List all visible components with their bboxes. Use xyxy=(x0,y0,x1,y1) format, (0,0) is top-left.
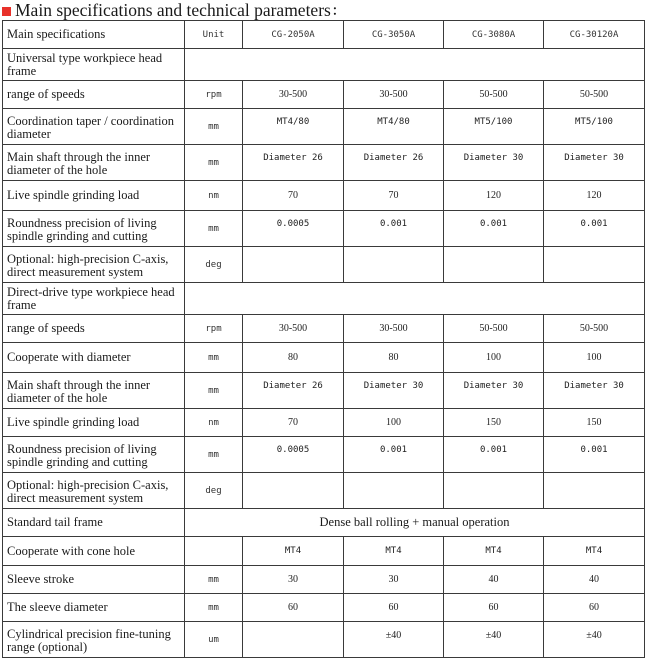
header-model: CG-3050A xyxy=(344,21,444,49)
table-row xyxy=(3,566,645,594)
table-row xyxy=(3,537,645,566)
row-label: Live spindle grinding load xyxy=(3,409,185,437)
row-label: Main shaft through the inner diameter of the hole xyxy=(3,373,185,409)
section-label: Direct-drive type workpiece head frame xyxy=(3,283,185,315)
table-row xyxy=(3,211,645,247)
row-unit: mm xyxy=(185,594,243,622)
row-unit: deg xyxy=(185,247,243,283)
page-title xyxy=(2,0,345,20)
row-value: ±40 xyxy=(444,622,544,658)
row-value: 0.001 xyxy=(544,211,645,247)
row-value: 30 xyxy=(344,566,444,594)
row-value: 150 xyxy=(444,409,544,437)
row-value: Diameter 30 xyxy=(444,373,544,409)
row-label: The sleeve diameter xyxy=(3,594,185,622)
row-label: range of speeds xyxy=(3,315,185,343)
row-value: 60 xyxy=(344,594,444,622)
row-value: 0.001 xyxy=(444,211,544,247)
row-unit: deg xyxy=(185,473,243,509)
table-row xyxy=(3,315,645,343)
row-value: 50-500 xyxy=(544,81,645,109)
table-row xyxy=(3,437,645,473)
table-row xyxy=(3,81,645,109)
row-value: MT5/100 xyxy=(544,109,645,145)
header-row xyxy=(3,21,645,49)
table-row xyxy=(3,181,645,211)
row-value: Diameter 30 xyxy=(544,373,645,409)
row-value: Diameter 30 xyxy=(544,145,645,181)
row-value: 30-500 xyxy=(344,315,444,343)
row-value: 60 xyxy=(444,594,544,622)
tail-label: Standard tail frame xyxy=(3,509,185,537)
row-value: MT4 xyxy=(444,537,544,566)
row-value: 100 xyxy=(344,409,444,437)
table-row xyxy=(3,145,645,181)
row-value: 40 xyxy=(544,566,645,594)
row-label: Cooperate with diameter xyxy=(3,343,185,373)
section-label: Universal type workpiece head frame xyxy=(3,49,185,81)
row-value: MT4/80 xyxy=(243,109,344,145)
row-label: Live spindle grinding load xyxy=(3,181,185,211)
title-text: Main specifications and technical parameters xyxy=(15,0,331,20)
tail-value: Dense ball rolling + manual operation xyxy=(185,509,645,537)
table-row xyxy=(3,473,645,509)
row-value: 150 xyxy=(544,409,645,437)
row-unit: mm xyxy=(185,343,243,373)
row-unit xyxy=(185,537,243,566)
row-value: 50-500 xyxy=(444,315,544,343)
row-value: MT5/100 xyxy=(444,109,544,145)
row-value: 30 xyxy=(243,566,344,594)
row-value: MT4 xyxy=(544,537,645,566)
row-value: MT4 xyxy=(344,537,444,566)
row-value: Diameter 26 xyxy=(344,145,444,181)
header-model: CG-30120A xyxy=(544,21,645,49)
row-value: MT4 xyxy=(243,537,344,566)
row-value xyxy=(243,473,344,509)
row-unit: mm xyxy=(185,145,243,181)
row-label: Optional: high-precision C-axis, direct measurement system xyxy=(3,247,185,283)
row-unit: mm xyxy=(185,437,243,473)
row-value xyxy=(444,247,544,283)
row-value: ±40 xyxy=(544,622,645,658)
row-value xyxy=(544,473,645,509)
table-row xyxy=(3,343,645,373)
row-value: 80 xyxy=(344,343,444,373)
table-row xyxy=(3,109,645,145)
row-unit: mm xyxy=(185,566,243,594)
row-value: 0.001 xyxy=(544,437,645,473)
row-label: Roundness precision of living spindle grinding and cutting xyxy=(3,437,185,473)
row-label: Roundness precision of living spindle grinding and cutting xyxy=(3,211,185,247)
row-value: Diameter 30 xyxy=(344,373,444,409)
section-empty xyxy=(185,283,645,315)
row-label: range of speeds xyxy=(3,81,185,109)
title-colon: ： xyxy=(331,3,345,19)
table-row xyxy=(3,622,645,658)
row-unit: mm xyxy=(185,109,243,145)
section-row xyxy=(3,49,645,81)
section-empty xyxy=(185,49,645,81)
title-bullet-icon xyxy=(2,7,11,16)
row-unit: um xyxy=(185,622,243,658)
row-value: 70 xyxy=(243,181,344,211)
row-value: 30-500 xyxy=(344,81,444,109)
row-unit: rpm xyxy=(185,315,243,343)
row-label: Main shaft through the inner diameter of the hole xyxy=(3,145,185,181)
row-value xyxy=(344,473,444,509)
row-value: 120 xyxy=(444,181,544,211)
row-unit: nm xyxy=(185,409,243,437)
row-unit: mm xyxy=(185,373,243,409)
row-value: Diameter 30 xyxy=(444,145,544,181)
row-value xyxy=(444,473,544,509)
row-value xyxy=(544,247,645,283)
row-value: 50-500 xyxy=(544,315,645,343)
row-value: 30-500 xyxy=(243,81,344,109)
row-value: 0.0005 xyxy=(243,211,344,247)
row-value: 50-500 xyxy=(444,81,544,109)
row-value: 70 xyxy=(344,181,444,211)
row-label: Cooperate with cone hole xyxy=(3,537,185,566)
row-label: Coordination taper / coordination diameter xyxy=(3,109,185,145)
row-label: Cylindrical precision fine-tuning range (optional) xyxy=(3,622,185,658)
row-value: 0.001 xyxy=(344,437,444,473)
header-label: Main specifications xyxy=(3,21,185,49)
row-value: 30-500 xyxy=(243,315,344,343)
header-model: CG-3080A xyxy=(444,21,544,49)
row-value: 80 xyxy=(243,343,344,373)
row-value: 40 xyxy=(444,566,544,594)
header-unit: Unit xyxy=(185,21,243,49)
table-row xyxy=(3,409,645,437)
row-unit: rpm xyxy=(185,81,243,109)
row-label: Sleeve stroke xyxy=(3,566,185,594)
row-value: 100 xyxy=(444,343,544,373)
row-value: 70 xyxy=(243,409,344,437)
row-value: 60 xyxy=(544,594,645,622)
row-value xyxy=(344,247,444,283)
spec-table xyxy=(2,20,645,658)
table-row xyxy=(3,373,645,409)
tail-row xyxy=(3,509,645,537)
row-unit: nm xyxy=(185,181,243,211)
section-row xyxy=(3,283,645,315)
row-value: 100 xyxy=(544,343,645,373)
row-value: 0.001 xyxy=(444,437,544,473)
row-value xyxy=(243,622,344,658)
row-value: 60 xyxy=(243,594,344,622)
row-value: Diameter 26 xyxy=(243,373,344,409)
table-row xyxy=(3,247,645,283)
row-value: 0.0005 xyxy=(243,437,344,473)
row-unit: mm xyxy=(185,211,243,247)
header-model: CG-2050A xyxy=(243,21,344,49)
row-value: 120 xyxy=(544,181,645,211)
table-row xyxy=(3,594,645,622)
row-label: Optional: high-precision C-axis, direct measurement system xyxy=(3,473,185,509)
row-value: MT4/80 xyxy=(344,109,444,145)
row-value: ±40 xyxy=(344,622,444,658)
row-value xyxy=(243,247,344,283)
row-value: Diameter 26 xyxy=(243,145,344,181)
row-value: 0.001 xyxy=(344,211,444,247)
